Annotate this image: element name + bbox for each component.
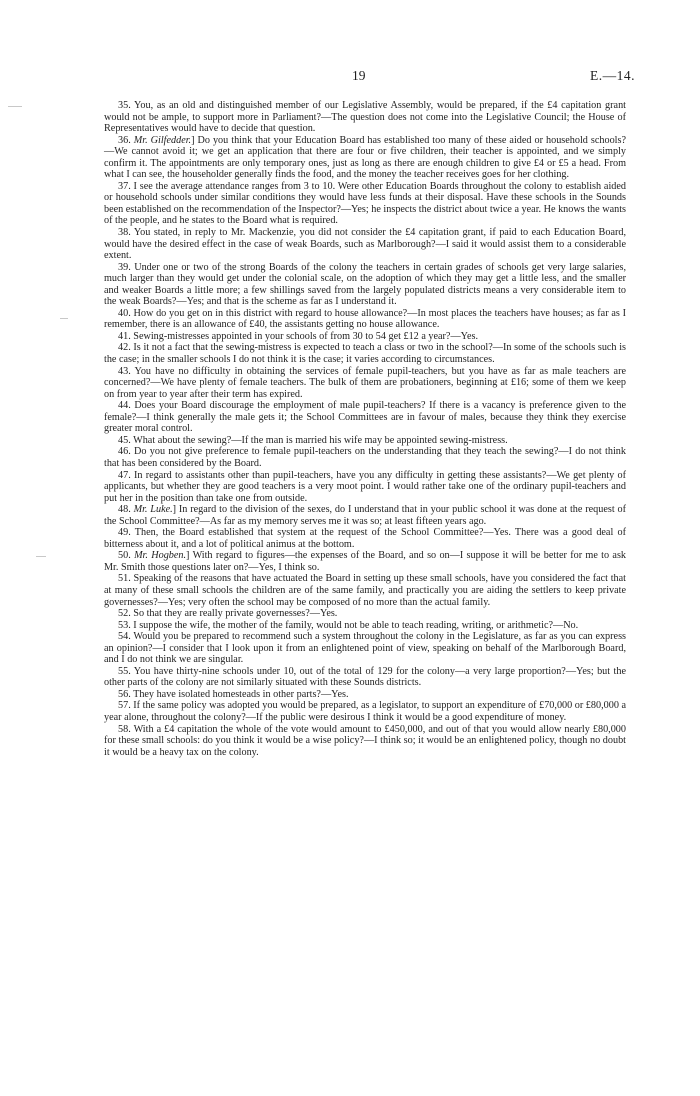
evidence-paragraph	[104, 435, 626, 447]
evidence-paragraph	[104, 366, 626, 401]
evidence-paragraph	[104, 573, 626, 608]
paragraph-text: 42. Is it not a fact that the sewing-mistress is expected to teach a class or two in the school?—In some of the schools such is the case; in the smaller schools I do not think it is the case; it varies according to circumstances.	[104, 342, 626, 366]
paragraph-text: 39. Under one or two of the strong Boards of the colony the teachers in certain grades of schools get very large salaries, much larger than they would get under the colonial scale, on the adoption of which they may get a little less, and the smaller and weaker Boards a little more; a few shillings saved from the largely populated districts means a very considerable item to the weak Boards?—Yes; and that is the scheme as far as I understand it.	[104, 261, 626, 308]
paragraph-text: 53. I suppose the wife, the mother of the family, would not be able to teach reading, writing, or arithmetic?—No.	[118, 619, 579, 631]
evidence-paragraph	[104, 527, 626, 550]
paragraph-text: 44. Does your Board discourage the employment of male pupil-teachers? If there is a vacancy is preference given to the female?—I think generally the male gets it; the School Committees are in favour of males, because they think they exercise greater moral control.	[104, 400, 626, 435]
paragraph-text: 43. You have no difficulty in obtaining the services of female pupil-teachers, but you have as far as male teachers are concerned?—We have plenty of female teachers. The bulk of them are probationers, beginning at £16; some of them we keep on from year to year after their term has expired.	[104, 365, 626, 400]
paragraph-text: 38. You stated, in reply to Mr. Mackenzie, you did not consider the £4 capitation grant, if paid to each Education Board, would have the desired effect in the case of weak Boards, such as Marlborough?—I said it would assist them to a considerable extent.	[104, 227, 626, 262]
evidence-paragraph	[104, 446, 626, 469]
evidence-paragraph	[104, 262, 626, 308]
paragraph-text: 37. I see the average attendance ranges from 3 to 10. Were other Education Boards throughout the colony to establish aided or household schools under similar conditions they would have less funds at their disposal. Have these schools in the Sounds been established on the recommendation of the Inspector?—Yes; he inspects the district about twice a year. He knows the wants of the people, and he states to the Board what is required.	[104, 180, 626, 227]
evidence-paragraph	[104, 181, 626, 227]
speaker-name: Mr. Hogben.	[134, 550, 187, 562]
paragraph-text: 50.	[118, 550, 135, 562]
paragraph-text: ] With regard to figures—the expenses of the Board, and so on—I suppose it will be better for me to ask Mr. Smith those questions later on?—Yes, I think so.	[104, 550, 626, 573]
evidence-paragraph	[104, 504, 626, 527]
evidence-paragraph	[104, 308, 626, 331]
margin-mark	[60, 318, 68, 319]
paragraph-text: 45. What about the sewing?—If the man is married his wife may be appointed sewing-mistress.	[118, 434, 508, 446]
evidence-paragraph	[104, 550, 626, 573]
paragraph-text: 55. You have thirty-nine schools under 10, out of the total of 129 for the colony—a very large proportion?—Yes; but the other parts of the colony are not similarly situated with these Sounds districts.	[104, 665, 626, 689]
evidence-paragraph	[104, 135, 626, 181]
paragraph-text: 49. Then, the Board established that system at the request of the School Committee?—Yes. There was a good deal of bitterness about it, and a lot of political animus at the bottom.	[104, 527, 626, 550]
evidence-paragraph	[104, 620, 626, 632]
evidence-paragraph	[104, 666, 626, 689]
paragraph-text: 36.	[118, 134, 134, 146]
speaker-name: Mr. Gilfedder.	[133, 134, 192, 146]
evidence-paragraph	[104, 689, 626, 701]
evidence-paragraph	[104, 227, 626, 262]
evidence-paragraph	[104, 331, 626, 343]
evidence-paragraph	[104, 724, 626, 759]
evidence-paragraph	[104, 470, 626, 505]
paragraph-text: 35. You, as an old and distinguished member of our Legislative Assembly, would be prepared, if the £4 capitation grant would not be ample, to support more in Parliament?—The question does not come into the Legislative Council; the House of Representatives would have to decide that question.	[104, 100, 626, 135]
paragraph-text: 58. With a £4 capitation the whole of the vote would amount to £450,000, and out of that you would allow nearly £80,000 for these small schools: do you think it would be a wise policy?—I think so; it would be an enlightened policy, though no doubt it would be a heavy tax on the colony.	[104, 723, 626, 758]
page-header	[0, 68, 700, 86]
paragraph-text: 56. They have isolated homesteads in other parts?—Yes.	[118, 688, 349, 700]
paragraph-text: ] In regard to the division of the sexes, do I understand that in your public school it was done at the request of the School Committee?—As far as my memory serves me it was so; at least fifteen years ago.	[104, 504, 627, 527]
paragraph-text: 40. How do you get on in this district with regard to house allowance?—In most places the teachers have houses; as far as I remember, there is an allowance of £40, the assistants getting no house allowance.	[104, 307, 626, 331]
paragraph-text: 51. Speaking of the reasons that have actuated the Board in setting up these small schools, have you considered the fact that at many of these small schools the children are of the same family, and practically you are aiding the settlers to keep private governesses?—Yes; very often the school may be composed of no more than the actual family.	[104, 573, 626, 608]
paragraph-text: 57. If the same policy was adopted you would be prepared, as a legislator, to support an expenditure of £70,000 or £80,000 a year alone, throughout the colony?—If the public were desirous I think it would be a good expenditure of money.	[104, 700, 626, 723]
document-reference: E.—14.	[590, 68, 635, 83]
evidence-paragraph	[104, 100, 626, 135]
evidence-paragraph	[104, 342, 626, 365]
paragraph-text: 47. In regard to assistants other than pupil-teachers, have you any difficulty in getting these assistants?—We get plenty of applicants, but whether they are good teachers is a very moot point. I would rather take one of the ordinary pupil-teachers and put her in the position than take one from outside.	[104, 469, 626, 504]
margin-mark	[36, 556, 46, 557]
evidence-paragraph	[104, 608, 626, 620]
minutes-of-evidence	[104, 100, 626, 758]
paragraph-text: 52. So that they are really private governesses?—Yes.	[118, 608, 338, 620]
margin-mark	[8, 106, 22, 107]
paragraph-text: ] Do you think that your Education Board has established too many of these aided or household schools?—We cannot avoid it; we get an application that there are four or five children, their teacher is appointed, and we simply confirm it. The appointments are only temporary ones, just as long as there are enough children to give £4 or £5 a head. From what I can see, the householder generally finds the food, and the money the teacher receives goes for her clothing.	[104, 134, 626, 181]
evidence-paragraph	[104, 631, 626, 666]
paragraph-text: 54. Would you be prepared to recommend such a system throughout the colony in the Legislature, as far as you can express an opinion?—I consider that I look upon it from an enlightened point of view, speaking on behalf of the Marlborough Board, and I do not think we are singular.	[104, 631, 626, 666]
paragraph-text: 46. Do you not give preference to female pupil-teachers on the understanding that they teach the sewing?—I do not think that has been considered by the Board.	[104, 446, 626, 469]
evidence-paragraph	[104, 700, 626, 723]
page-number: 19	[352, 68, 366, 83]
evidence-paragraph	[104, 400, 626, 435]
paragraph-text: 48.	[118, 504, 134, 516]
paragraph-text: 41. Sewing-mistresses appointed in your schools of from 30 to 54 get £12 a year?—Yes.	[118, 330, 479, 342]
speaker-name: Mr. Luke.	[133, 504, 173, 516]
